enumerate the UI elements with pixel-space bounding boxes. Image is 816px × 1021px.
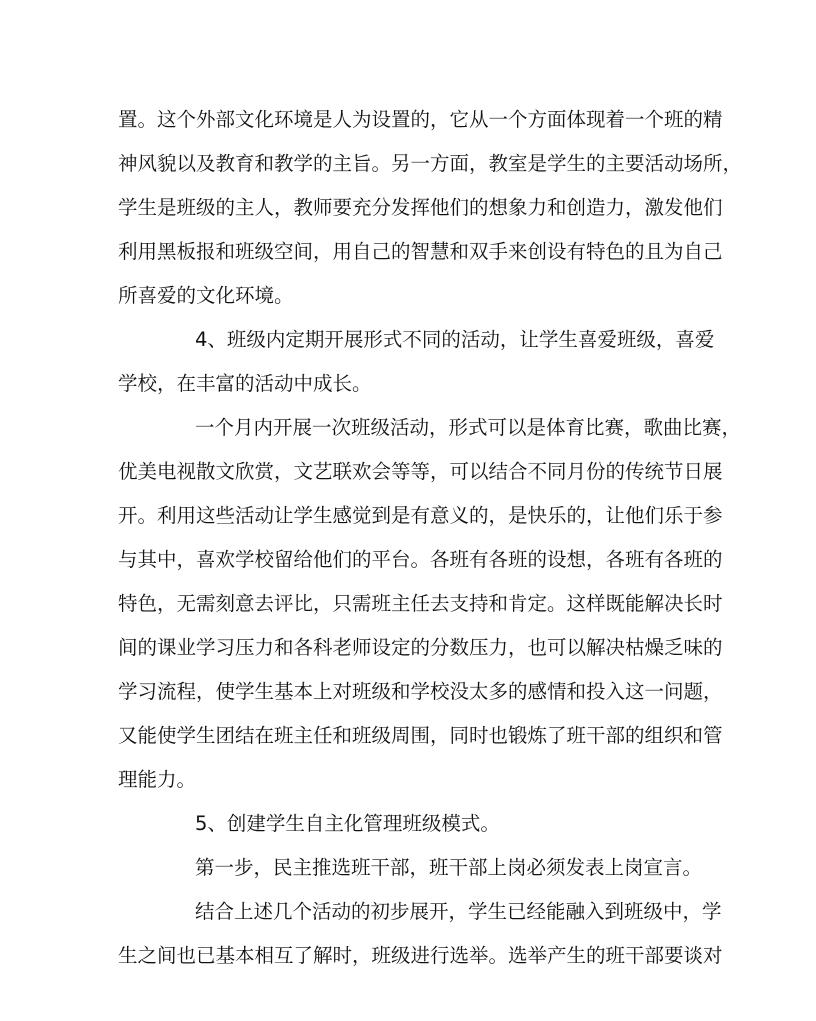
document-body [118,98,743,978]
paragraph-step-one [118,846,703,890]
paragraph-item-5 [118,802,696,846]
text-line: 间的课业学习压力和各科老师设定的分数压力，也可以解决枯燥乏味的 [118,636,723,659]
text-line: 神风貌以及教育和教学的主旨。另一方面，教室是学生的主要活动场所， [118,152,743,175]
text-line: 特色，无需刻意去评比，只需班主任去支持和肯定。这样既能解决长时 [118,592,723,615]
text-line: 置。这个外部文化环境是人为设置的，它从一个方面体现着一个班的精 [118,108,723,131]
text-line: 理能力。 [118,768,197,791]
text-line: 学校，在丰富的活动中成长。 [118,372,372,395]
text-line: 5、创建学生自主化管理班级模式。 [195,812,500,835]
text-line: 4、班级内定期开展形式不同的活动，让学生喜爱班级，喜爱 [195,328,715,351]
text-line: 所喜爱的文化环境。 [118,284,294,307]
paragraph-election [118,890,723,978]
text-line: 优美电视散文欣赏，文艺联欢会等等，可以结合不同月份的传统节日展 [118,460,723,483]
text-line: 利用黑板报和班级空间，用自己的智慧和双手来创设有特色的且为自己 [118,240,723,263]
text-line: 第一步，民主推选班干部，班干部上岗必须发表上岗宣言。 [195,856,703,879]
text-line: 与其中，喜欢学校留给他们的平台。各班有各班的设想，各班有各班的 [118,548,723,571]
text-line: 学生是班级的主人，教师要充分发挥他们的想象力和创造力，激发他们 [118,196,723,219]
text-line: 生之间也已基本相互了解时，班级进行选举。选举产生的班干部要谈对 [118,944,723,967]
paragraph-monthly-activities [118,406,742,802]
text-line: 开。利用这些活动让学生感觉到是有意义的，是快乐的，让他们乐于参 [118,504,723,527]
text-line: 又能使学生团结在班主任和班级周围，同时也锻炼了班干部的组织和管 [118,724,723,747]
paragraph-culture-environment [118,98,743,318]
text-line: 学习流程，使学生基本上对班级和学校没太多的感情和投入这一问题， [118,680,723,703]
text-line: 结合上述几个活动的初步展开，学生已经能融入到班级中，学 [195,900,722,923]
paragraph-item-4 [118,318,715,406]
text-line: 一个月内开展一次班级活动，形式可以是体育比赛，歌曲比赛， [195,416,742,439]
